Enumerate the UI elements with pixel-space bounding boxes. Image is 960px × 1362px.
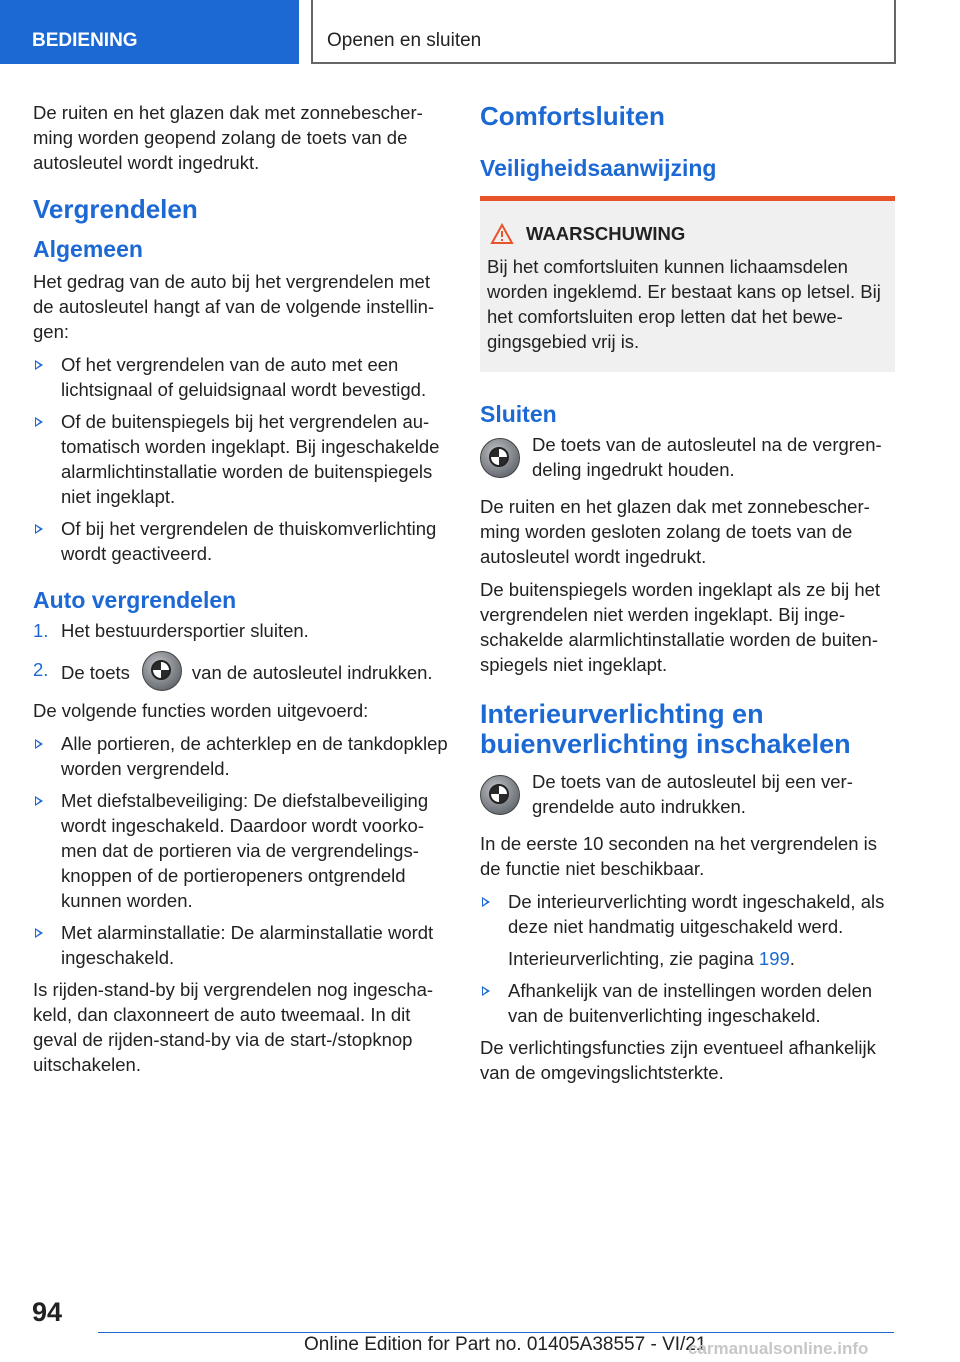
warning-text: Bij het comfortsluiten kunnen lichaamsdelen worden ingeklemd. Er bestaat kans op letsel. Bij het comfortsluiten erop letten dat het bewegingsgebied vrij is. [487,256,881,352]
interieur-list-2 [480,978,895,1028]
warning-title: WAARSCHUWING [487,221,885,246]
footer-edition: Online Edition for Part no. 01405A38557 - VI/21 [304,1334,707,1355]
watermark: carmanualsonline.info [688,1339,869,1358]
heading-vergrendelen: Vergrendelen [33,194,198,224]
header-chapter [311,0,896,64]
bullet-triangle-icon [35,796,43,806]
header-section-label: BEDIENING [32,30,138,51]
heading-interieurverlichting: Interieurverlichting en buienverlichting inschakelen [480,699,851,759]
interieur-list [480,889,895,939]
key-lock-button-icon [142,651,182,691]
left-column [33,100,448,1085]
interieur-paragraph: In de eerste 10 seconden na het vergrendelen is de functie niet beschikbaar. [480,833,878,879]
key-lock-button-icon [480,775,520,815]
header-section [0,0,299,64]
bullet-triangle-icon [35,524,43,534]
sluiten-paragraph-1: De ruiten en het glazen dak met zonnebescherming worden gesloten zolang de toets van de autosleutel wordt ingedrukt. [480,496,870,567]
algemeen-paragraph: Het gedrag van de auto bij het vergrendelen met de autosleutel hangt af van de volgende instellingen: [33,271,435,342]
heading-veiligheidsaanwijzing: Veiligheidsaanwijzing [480,155,717,181]
header-chapter-label: Openen en sluiten [327,30,482,51]
warning-triangle-icon [490,223,514,245]
list-item: Met diefstalbeveiliging: De diefstalbeveiliging wordt ingeschakeld. Daardoor wordt voorkomen dat de portieren via de vergrendelingsknoppen of de portieropeners ontgrendeld kunnen worden. [33,788,448,913]
bullet-triangle-icon [482,986,490,996]
bullet-triangle-icon [35,360,43,370]
functies-intro: De volgende functies worden uitgevoerd: [33,700,369,721]
list-item: Afhankelijk van de instellingen worden delen van de buitenverlichting ingeschakeld. [480,978,895,1028]
bullet-triangle-icon [482,897,490,907]
list-item: De interieurverlichting wordt ingeschakeld, als deze niet handmatig uitgeschakeld werd. [480,889,895,939]
bullet-triangle-icon [35,739,43,749]
page-number: 94 [32,1297,63,1327]
list-item: Of het vergrendelen van de auto met een lichtsignaal of geluidsignaal wordt bevestigd. [33,352,448,402]
page-link-199[interactable]: 199 [758,948,790,969]
list-item: Of bij het vergrendelen de thuiskomverlichting wordt geactiveerd. [33,516,448,566]
interieur-icon-paragraph: De toets van de autosleutel bij een vergrendelde auto indrukken. [480,769,895,819]
list-item: Alle portieren, de achterklep en de tankdopklep worden vergrendeld. [33,731,448,781]
functies-list [33,731,448,970]
algemeen-list [33,352,448,566]
bullet-triangle-icon [35,417,43,427]
intro-paragraph: De ruiten en het glazen dak met zonnebescherming worden geopend zolang de toets van de autosleutel wordt ingedrukt. [33,102,423,173]
list-item: Of de buitenspiegels bij het vergrendelen automatisch worden ingeklapt. Bij ingeschakelde alarmlichtinstallatie worden de buitenspiegels niet ingeklapt. [33,409,448,509]
right-column [480,100,895,1093]
steps-list [33,618,448,691]
heading-auto-vergrendelen: Auto vergrendelen [33,587,237,613]
list-item: Met alarminstallatie: De alarminstallatie wordt ingeschakeld. [33,920,448,970]
key-lock-button-icon [480,438,520,478]
page-reference: Interieurverlichting, zie pagina 199. [508,948,795,969]
closing-paragraph: De verlichtingsfuncties zijn eventueel afhankelijk van de omgevingslichtsterkte. [480,1037,876,1083]
rijden-paragraph: Is rijden-stand-by bij vergrendelen nog ingeschakeld, dan claxonneert de auto tweemaal. In dit geval de rijden-stand-by via de start-/stopknop uitschakelen. [33,979,434,1075]
sluiten-paragraph-2: De buitenspiegels worden ingeklapt als ze bij het vergrendelen niet werden ingeklapt. Bij ingeschakelde alarmlichtinstallatie worden de buitenspiegels niet ingeklapt. [480,579,881,675]
heading-comfortsluiten: Comfortsluiten [480,101,665,131]
bullet-triangle-icon [35,928,43,938]
warning-box [480,196,895,372]
step-item: 1. Het bestuurdersportier sluiten. [33,620,309,641]
heading-algemeen: Algemeen [33,236,143,262]
step-item: 2. De toets van de autosleutel indrukken. [33,657,448,691]
heading-sluiten: Sluiten [480,401,557,427]
sluiten-icon-paragraph: De toets van de autosleutel na de vergrendeling ingedrukt houden. [480,432,895,482]
